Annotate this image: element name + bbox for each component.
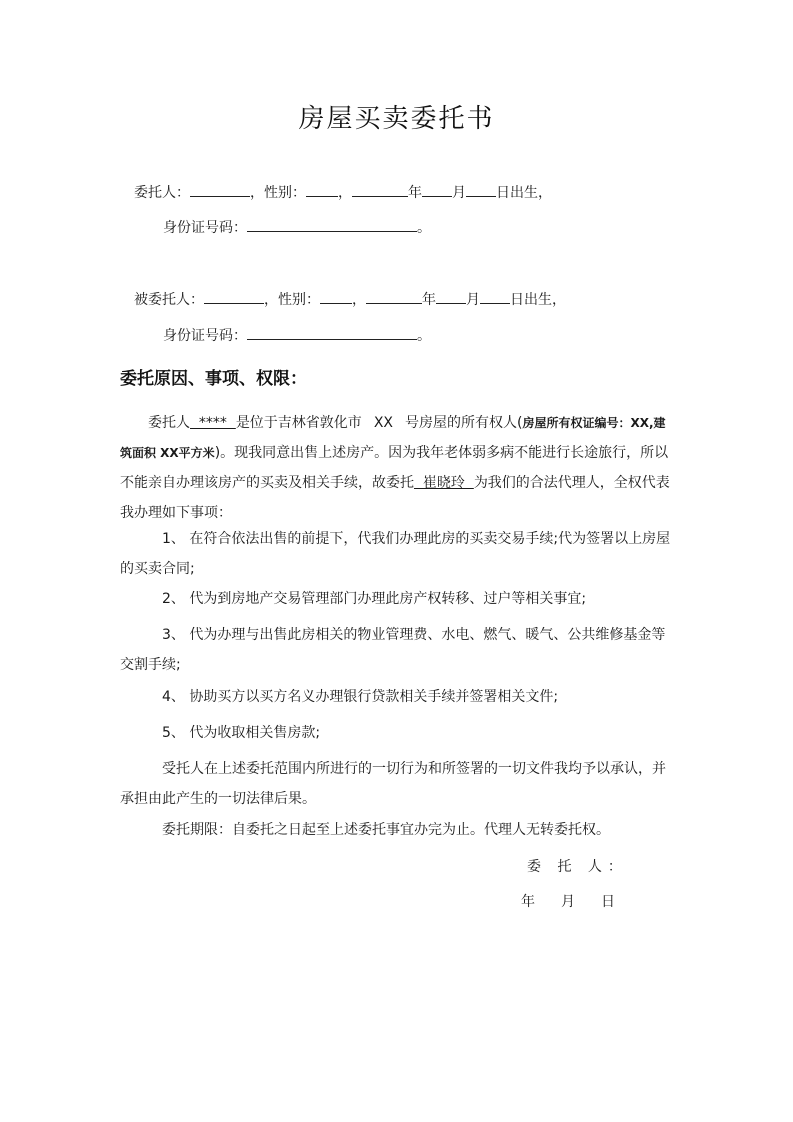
sign-month: 月 xyxy=(561,894,575,910)
item-2: 2、 代为到房地产交易管理部门办理此房产权转移、过户等相关事宜; xyxy=(162,591,587,607)
gender-label: ，性别： xyxy=(250,185,306,201)
intro-text: 委托人 xyxy=(148,415,190,431)
id-label: 身份证号码： xyxy=(163,328,247,344)
period: 。 xyxy=(417,328,431,344)
signature-date xyxy=(521,892,615,912)
item-5: 5、 代为收取相关售房款; xyxy=(162,725,321,741)
year-label: 年 xyxy=(408,185,422,201)
principal-line xyxy=(134,182,552,203)
agent-id-line xyxy=(163,325,431,346)
agent-month-blank[interactable] xyxy=(436,289,466,304)
principal-year-blank[interactable] xyxy=(352,182,408,197)
intro-text: 是位于吉林省敦化市 xyxy=(235,415,362,431)
intro-text: 为我们的合法代理人，全权代表我办理如下事项： xyxy=(120,475,670,521)
principal-label: 委托人： xyxy=(134,185,190,201)
agent-gender-blank[interactable] xyxy=(320,289,352,304)
intro-paragraph xyxy=(120,408,675,528)
comma: ， xyxy=(352,292,366,308)
born-label: 日出生， xyxy=(496,185,552,201)
intro-text: 号房屋的所有权人( xyxy=(405,415,523,431)
agent-day-blank[interactable] xyxy=(480,289,510,304)
principal-name: **** xyxy=(190,415,236,431)
principal-id-line xyxy=(163,217,431,238)
month-label: 月 xyxy=(466,292,480,308)
item-1: 1、 在符合依法出售的前提下，代我们办理此房的买卖交易手续;代为签署以上房屋的买卖合同; xyxy=(120,531,671,577)
comma: ， xyxy=(338,185,352,201)
item-4: 4、 协助买方以买方名义办理银行贷款相关手续并签署相关文件; xyxy=(162,689,559,705)
agent-name: 崔晓玲 xyxy=(414,475,474,491)
id-label: 身份证号码： xyxy=(163,220,247,236)
gender-label: ，性别： xyxy=(264,292,320,308)
sign-day: 日 xyxy=(601,894,615,910)
born-label: 日出生， xyxy=(510,292,566,308)
principal-id-blank[interactable] xyxy=(247,217,417,232)
period: 。 xyxy=(417,220,431,236)
sign-year: 年 xyxy=(521,894,535,910)
section-heading: 委托原因、事项、权限： xyxy=(120,369,307,389)
term-paragraph: 委托期限：自委托之日起至上述委托事宜办完为止。代理人无转委托权。 xyxy=(162,822,610,838)
document-title: 房屋买卖委托书 xyxy=(298,104,495,134)
certificate-info: 房屋所有权证编号：XX,建筑面积 XX平方米 xyxy=(120,416,666,460)
signature-label: 委 托 人： xyxy=(527,859,628,875)
item-3: 3、 代为办理与出售此房相关的物业管理费、水电、燃气、暖气、公共维修基金等交割手续; xyxy=(120,627,666,673)
principal-day-blank[interactable] xyxy=(466,182,496,197)
agent-year-blank[interactable] xyxy=(366,289,422,304)
year-label: 年 xyxy=(422,292,436,308)
intro-text: )。现我同意出售上述房产。因为我年老体弱多病不能进行长途旅行，所以不能亲自办理该房产的买卖及相关手续，故委托 xyxy=(120,445,669,491)
agent-name-blank[interactable] xyxy=(204,289,264,304)
agent-label: 被委托人： xyxy=(134,292,204,308)
principal-gender-blank[interactable] xyxy=(306,182,338,197)
principal-month-blank[interactable] xyxy=(422,182,452,197)
house-number: XX xyxy=(373,415,393,431)
agent-line xyxy=(134,289,566,310)
agent-id-blank[interactable] xyxy=(247,325,417,340)
acknowledge-paragraph: 受托人在上述委托范围内所进行的一切行为和所签署的一切文件我均予以承认，并承担由此产生的一切法律后果。 xyxy=(120,761,666,807)
month-label: 月 xyxy=(452,185,466,201)
principal-name-blank[interactable] xyxy=(190,182,250,197)
